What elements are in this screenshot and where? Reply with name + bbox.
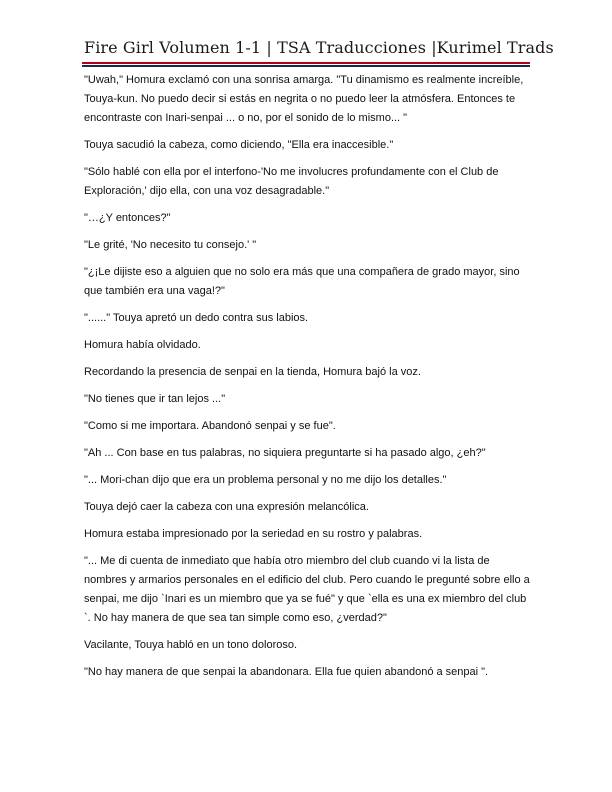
document-body	[84, 71, 534, 690]
paragraph: "Como si me importara. Abandonó senpai y se fue".	[84, 420, 336, 432]
paragraph: "......" Touya apretó un dedo contra sus labios.	[84, 312, 309, 324]
page-header-title: Fire Girl Volumen 1-1 | TSA Traducciones |Kurimel Trads	[84, 38, 554, 57]
paragraph: "Uwah," Homura exclamó con una sonrisa amarga. "Tu dinamismo es realmente increíble, Touya-kun. No puedo decir si estás en negrita o no puedo leer la atmósfera. Entonces te encontraste con Inari-senpai ... o no, por el sonido de lo mismo... "	[84, 74, 524, 124]
paragraph: Vacilante, Touya habló en un tono doloroso.	[84, 639, 298, 651]
paragraph: "... Me di cuenta de inmediato que había otro miembro del club cuando vi la lista de nombres y armarios personales en el edificio del club. Pero cuando le pregunté sobre ello a senpai, me dijo `Inari es un miembro que ya se fué" y que `ella es una ex miembro del club `. No hay manera de que sea tan simple como eso, ¿verdad?"	[84, 555, 530, 624]
paragraph: Touya sacudió la cabeza, como diciendo, "Ella era inaccesible."	[84, 139, 394, 151]
paragraph: Homura estaba impresionado por la seriedad en su rostro y palabras.	[84, 528, 423, 540]
paragraph: Recordando la presencia de senpai en la tienda, Homura bajó la voz.	[84, 366, 421, 378]
paragraph: Touya dejó caer la cabeza con una expresión melancólica.	[84, 501, 369, 513]
paragraph: "... Mori-chan dijo que era un problema personal y no me dijo los detalles."	[84, 474, 447, 486]
paragraph: "No hay manera de que senpai la abandonara. Ella fue quien abandonó a senpai ".	[84, 666, 489, 678]
header-rule-dark	[82, 65, 530, 67]
paragraph: "¿¡Le dijiste eso a alguien que no solo era más que una compañera de grado mayor, sino que también era una vaga!?"	[84, 266, 520, 297]
header-rule-red	[82, 62, 530, 64]
paragraph: "Ah ... Con base en tus palabras, no siquiera preguntarte si ha pasado algo, ¿eh?"	[84, 447, 486, 459]
paragraph: Homura había olvidado.	[84, 339, 201, 351]
paragraph: "No tienes que ir tan lejos ..."	[84, 393, 226, 405]
paragraph: "Sólo hablé con ella por el interfono-'No me involucres profundamente con el Club de Exploración,' dijo ella, con una voz desagradable."	[84, 166, 499, 197]
paragraph: "…¿Y entonces?"	[84, 212, 171, 224]
paragraph: "Le grité, 'No necesito tu consejo.' "	[84, 239, 257, 251]
